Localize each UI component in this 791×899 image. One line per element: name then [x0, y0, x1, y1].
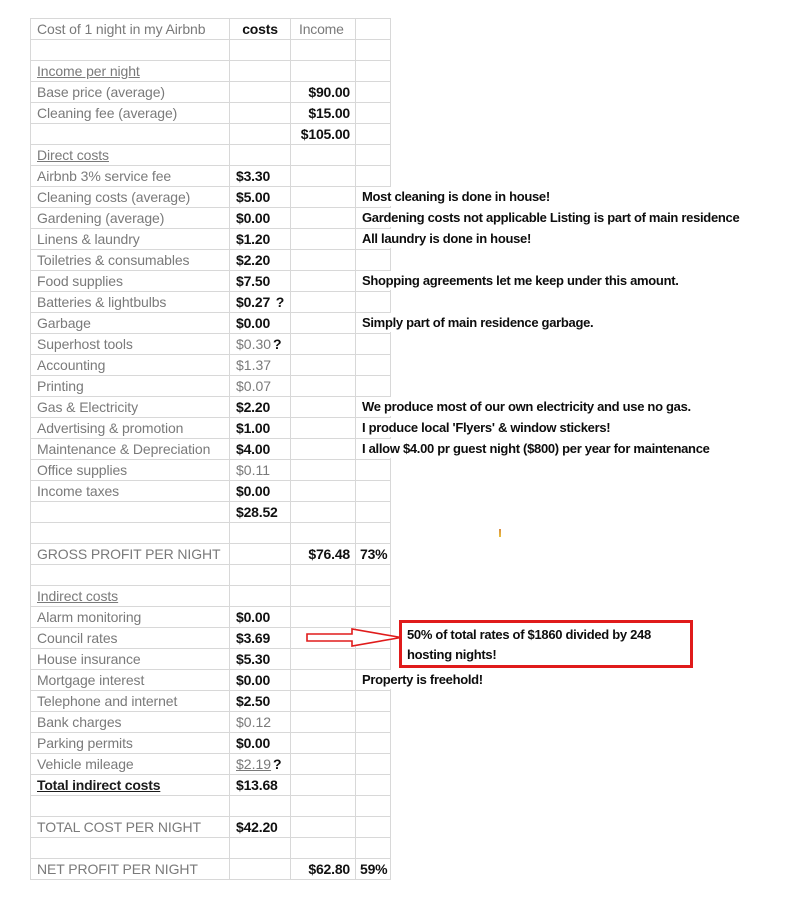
table-row [31, 187, 391, 208]
cell-label[interactable]: Cleaning costs (average) [31, 187, 230, 208]
cell-annotation[interactable]: Most cleaning is done in house! [356, 187, 550, 206]
cell-label[interactable] [31, 40, 230, 61]
cell-percent[interactable] [356, 61, 391, 82]
table-row [31, 502, 391, 523]
cell-label[interactable] [31, 796, 230, 817]
cell-annotation[interactable]: Shopping agreements let me keep under this amount. [356, 271, 679, 290]
table-row [31, 40, 391, 61]
cell-percent[interactable] [356, 607, 391, 628]
cell-label[interactable]: Superhost tools [31, 334, 230, 355]
cell-income[interactable] [291, 691, 356, 712]
cell-label[interactable]: Council rates [31, 628, 230, 649]
cell-percent[interactable] [356, 502, 391, 523]
cell-label[interactable]: Mortgage interest [31, 670, 230, 691]
cell-income[interactable] [291, 187, 356, 208]
cell-percent[interactable] [356, 460, 391, 481]
cell-label[interactable]: Parking permits [31, 733, 230, 754]
cell-cost[interactable]: $0.27 ? [230, 292, 291, 313]
table-row [31, 376, 391, 397]
cell-percent[interactable] [356, 250, 391, 271]
cell-income[interactable] [291, 397, 356, 418]
cell-income[interactable] [291, 40, 356, 61]
table-row [31, 670, 391, 691]
cell-cost[interactable]: $4.00 [230, 439, 291, 460]
table-row [31, 544, 391, 565]
airbnb-costs-table [30, 18, 391, 880]
cell-percent[interactable] [356, 19, 391, 40]
cell-income[interactable] [291, 775, 356, 796]
table-row [31, 565, 391, 586]
cell-cost[interactable]: $7.50 [230, 271, 291, 292]
cell-income[interactable]: $62.80 [291, 859, 356, 880]
cell-percent[interactable] [356, 292, 391, 313]
cell-income[interactable] [291, 334, 356, 355]
cell-label[interactable]: House insurance [31, 649, 230, 670]
cell-cost[interactable]: $0.12 [230, 712, 291, 733]
cell-label[interactable]: Food supplies [31, 271, 230, 292]
cell-income[interactable] [291, 670, 356, 691]
table-row [31, 229, 391, 250]
table-row [31, 712, 391, 733]
cell-income[interactable] [291, 838, 356, 859]
table-row [31, 523, 391, 544]
cell-label[interactable]: Accounting [31, 355, 230, 376]
cell-cost[interactable] [230, 796, 291, 817]
cell-cost[interactable] [230, 40, 291, 61]
cell-income[interactable]: Income [291, 19, 356, 40]
table-row [31, 250, 391, 271]
cell-percent[interactable] [356, 649, 391, 670]
cell-income[interactable]: $105.00 [291, 124, 356, 145]
cell-percent[interactable] [356, 733, 391, 754]
cell-cost[interactable] [230, 103, 291, 124]
cell-label[interactable]: NET PROFIT PER NIGHT [31, 859, 230, 880]
red-arrow-icon [303, 626, 404, 649]
cell-cost[interactable]: $1.20 [230, 229, 291, 250]
cell-label[interactable]: Gardening (average) [31, 208, 230, 229]
cell-income[interactable]: $90.00 [291, 82, 356, 103]
cell-income[interactable] [291, 355, 356, 376]
cell-percent[interactable] [356, 166, 391, 187]
cell-label[interactable]: Linens & laundry [31, 229, 230, 250]
cell-income[interactable] [291, 460, 356, 481]
cell-percent[interactable] [356, 481, 391, 502]
cell-percent[interactable] [356, 565, 391, 586]
table-row [31, 82, 391, 103]
cell-annotation[interactable]: Simply part of main residence garbage. [356, 313, 593, 332]
table-row [31, 775, 391, 796]
cell-income[interactable] [291, 61, 356, 82]
cell-label[interactable]: Indirect costs [31, 586, 230, 607]
cell-cost[interactable]: costs [230, 19, 291, 40]
cell-income[interactable] [291, 796, 356, 817]
cell-percent[interactable] [356, 775, 391, 796]
cell-income[interactable] [291, 586, 356, 607]
cell-cost[interactable]: $28.52 [230, 502, 291, 523]
table-row [31, 292, 391, 313]
cell-income[interactable] [291, 208, 356, 229]
cell-label[interactable]: GROSS PROFIT PER NIGHT [31, 544, 230, 565]
table-row [31, 271, 391, 292]
cell-income[interactable] [291, 250, 356, 271]
cell-cost[interactable]: $1.37 [230, 355, 291, 376]
cell-income[interactable] [291, 292, 356, 313]
cell-income[interactable] [291, 565, 356, 586]
cell-cost[interactable]: $0.00 [230, 313, 291, 334]
cell-income[interactable] [291, 649, 356, 670]
cell-label[interactable]: Income taxes [31, 481, 230, 502]
cell-cost[interactable] [230, 838, 291, 859]
cell-percent[interactable] [356, 376, 391, 397]
cell-income[interactable] [291, 754, 356, 775]
cell-income[interactable] [291, 166, 356, 187]
cell-income[interactable] [291, 481, 356, 502]
cell-income[interactable] [291, 271, 356, 292]
cell-cost[interactable] [230, 61, 291, 82]
table-row [31, 418, 391, 439]
table-row [31, 586, 391, 607]
cell-income[interactable] [291, 229, 356, 250]
table-row [31, 649, 391, 670]
cell-cost[interactable]: $2.20 [230, 250, 291, 271]
cell-annotation[interactable]: Gardening costs not applicable Listing is part of main residence [356, 208, 739, 227]
table-row [31, 754, 391, 775]
table-row [31, 859, 391, 880]
cell-percent[interactable] [356, 691, 391, 712]
table-row [31, 313, 391, 334]
table-row [31, 733, 391, 754]
cell-cost[interactable]: $0.00 [230, 208, 291, 229]
table-row [31, 103, 391, 124]
cell-cost[interactable] [230, 586, 291, 607]
cell-label[interactable] [31, 838, 230, 859]
table-row [31, 607, 391, 628]
cell-cost[interactable] [230, 523, 291, 544]
cell-cost[interactable]: $13.68 [230, 775, 291, 796]
cell-label[interactable]: Gas & Electricity [31, 397, 230, 418]
cell-income[interactable] [291, 376, 356, 397]
cell-percent[interactable] [356, 334, 391, 355]
cell-cost[interactable]: $0.00 [230, 481, 291, 502]
cell-income[interactable]: $76.48 [291, 544, 356, 565]
cell-percent[interactable] [356, 523, 391, 544]
cell-annotation[interactable]: I produce local 'Flyers' & window stickers! [356, 418, 610, 437]
cell-cost[interactable]: $0.00 [230, 733, 291, 754]
table-row [31, 334, 391, 355]
cell-label[interactable]: Advertising & promotion [31, 418, 230, 439]
table-row [31, 208, 391, 229]
cell-income[interactable] [291, 439, 356, 460]
cell-cost[interactable]: $0.00 [230, 670, 291, 691]
cell-label[interactable] [31, 565, 230, 586]
cell-cost[interactable]: $0.07 [230, 376, 291, 397]
cell-cost[interactable] [230, 859, 291, 880]
cell-cost[interactable]: $2.50 [230, 691, 291, 712]
cell-percent[interactable] [356, 838, 391, 859]
table-row [31, 439, 391, 460]
cell-label[interactable]: Printing [31, 376, 230, 397]
cell-annotation[interactable]: I allow $4.00 pr guest night ($800) per year for maintenance [356, 439, 710, 458]
cell-cost[interactable] [230, 124, 291, 145]
cell-cost[interactable]: $1.00 [230, 418, 291, 439]
cell-income[interactable] [291, 523, 356, 544]
cell-label[interactable] [31, 124, 230, 145]
cell-income[interactable] [291, 712, 356, 733]
table-row [31, 19, 391, 40]
cell-cost[interactable]: $42.20 [230, 817, 291, 838]
cell-percent[interactable]: 59% [356, 859, 391, 880]
cell-cost[interactable]: $0.00 [230, 607, 291, 628]
cell-label[interactable]: Vehicle mileage [31, 754, 230, 775]
cell-label[interactable]: Garbage [31, 313, 230, 334]
cell-label[interactable]: Telephone and internet [31, 691, 230, 712]
stray-orange-mark [499, 529, 501, 537]
cell-percent[interactable] [356, 796, 391, 817]
table-row [31, 61, 391, 82]
cell-percent[interactable] [356, 145, 391, 166]
cell-label[interactable] [31, 523, 230, 544]
cell-label[interactable]: Bank charges [31, 712, 230, 733]
cell-label[interactable]: Office supplies [31, 460, 230, 481]
cell-label[interactable]: TOTAL COST PER NIGHT [31, 817, 230, 838]
cell-cost[interactable] [230, 544, 291, 565]
table-row [31, 166, 391, 187]
council-rates-callout-box [399, 620, 693, 668]
cell-percent[interactable] [356, 586, 391, 607]
cell-label[interactable]: Cost of 1 night in my Airbnb [31, 19, 230, 40]
cell-label[interactable]: Income per night [31, 61, 230, 82]
table-row [31, 397, 391, 418]
cell-cost[interactable]: $3.69 [230, 628, 291, 649]
cell-annotation[interactable]: All laundry is done in house! [356, 229, 531, 248]
cell-cost[interactable]: $0.11 [230, 460, 291, 481]
cell-income[interactable] [291, 733, 356, 754]
cell-cost[interactable]: $5.00 [230, 187, 291, 208]
cell-label[interactable]: Airbnb 3% service fee [31, 166, 230, 187]
cell-annotation[interactable]: We produce most of our own electricity and use no gas. [356, 397, 691, 416]
table-row [31, 481, 391, 502]
cell-label[interactable] [31, 502, 230, 523]
cell-percent[interactable] [356, 103, 391, 124]
cell-label[interactable]: Base price (average) [31, 82, 230, 103]
cell-percent[interactable] [356, 40, 391, 61]
table-row [31, 460, 391, 481]
cell-cost[interactable]: $2.19 ? [230, 754, 291, 775]
cell-percent[interactable] [356, 82, 391, 103]
cell-percent[interactable] [356, 712, 391, 733]
table-row [31, 691, 391, 712]
cell-cost[interactable]: $5.30 [230, 649, 291, 670]
cell-annotation[interactable]: Property is freehold! [356, 670, 483, 689]
cell-cost[interactable]: $0.30 ? [230, 334, 291, 355]
council-rates-callout-text: 50% of total rates of $1860 divided by 248 hosting nights! [407, 627, 651, 662]
cell-label[interactable]: Alarm monitoring [31, 607, 230, 628]
cell-cost[interactable] [230, 565, 291, 586]
cell-percent[interactable]: 73% [356, 544, 391, 565]
cell-label[interactable]: Batteries & lightbulbs [31, 292, 230, 313]
cell-percent[interactable] [356, 124, 391, 145]
cell-label[interactable]: Cleaning fee (average) [31, 103, 230, 124]
cell-income[interactable] [291, 313, 356, 334]
table-row [31, 124, 391, 145]
cell-percent[interactable] [356, 817, 391, 838]
cell-label[interactable]: Total indirect costs [31, 775, 230, 796]
cell-label[interactable]: Toiletries & consumables [31, 250, 230, 271]
table-row [31, 355, 391, 376]
table-row [31, 796, 391, 817]
cell-income[interactable] [291, 502, 356, 523]
cell-income[interactable] [291, 145, 356, 166]
cell-income[interactable]: $15.00 [291, 103, 356, 124]
cell-label[interactable]: Direct costs [31, 145, 230, 166]
table-row [31, 817, 391, 838]
cell-percent[interactable] [356, 754, 391, 775]
cell-cost[interactable]: $3.30 [230, 166, 291, 187]
cell-percent[interactable] [356, 355, 391, 376]
table-row [31, 145, 391, 166]
cell-income[interactable] [291, 817, 356, 838]
cell-cost[interactable]: $2.20 [230, 397, 291, 418]
cell-cost[interactable] [230, 145, 291, 166]
cell-cost[interactable] [230, 82, 291, 103]
cell-label[interactable]: Maintenance & Depreciation [31, 439, 230, 460]
cell-income[interactable] [291, 418, 356, 439]
table-row [31, 838, 391, 859]
cell-income[interactable] [291, 607, 356, 628]
